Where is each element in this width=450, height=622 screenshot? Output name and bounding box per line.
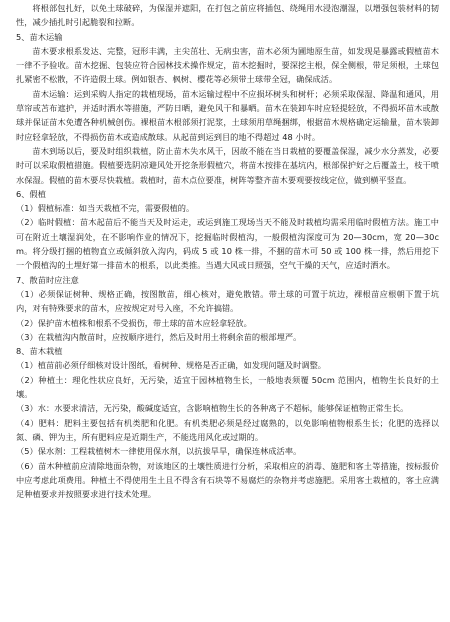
section-heading: 6、假植 (16, 188, 46, 199)
list-item: （3）在栽植沟内散苗时，应按顺序进行，然后及时用土将剩余苗的根部埋严。 (16, 331, 302, 342)
list-item: （4）肥料：肥料主要包括有机类肥和化肥。有机类肥必须是经过腐熟的，以免影响植物根系生长；化肥的选择以氮、磷、钾为主，所有肥料应是近期生产，不能选用风化或过期的。 (16, 417, 439, 442)
section-heading: 7、散苗时应注意 (16, 274, 79, 285)
paragraph: 苗木要求根系发达、完整，冠形丰满，主尖茁壮、无病虫害，苗木必须为圃地原生苗，如发现是暴露或假植苗木一律不予验收。苗木挖掘、包装应符合园林技术操作规定，苗木挖掘时，要深挖主根，保全侧根，带足须根，土球包扎紧密不松散，不许造假土球。例如银杏、枫树、樱花等必须带土球带全冠，确保成活。 (16, 45, 439, 85)
list-item: （3）水：水要求清洁，无污染，酸碱度适宜，含影响植物生长的各种离子不超标，能够保证植物正常生长。 (16, 403, 409, 414)
section-heading: 5、苗木运输 (16, 31, 63, 42)
list-item: （1）必须保证树种、规格正确，按图散苗，细心核对，避免散错。带土球的可置于坑边，裸根苗应根朝下置于坑内，对有特殊要求的苗木，应按规定对号入座，不允许搞错。 (16, 288, 439, 314)
list-item: （2）种植土：理化性状应良好，无污染，适宜于园林植物生长，一般地表须覆 50cm 范围内，植物生长良好的土壤。 (16, 374, 439, 400)
list-item: （1）植苗前必须仔细核对设计图纸，看树种、规格是否正确，如发现问题及时调整。 (16, 360, 327, 371)
list-item: （2）保护苗木植株和根系不受损伤，带土球的苗木应轻拿轻放。 (16, 317, 252, 328)
paragraph: 苗木运输：运到采购人指定的栽植现场，苗木运输过程中不应损坏树头和树杆；必须采取保湿、降温和通风，用草帘或苫布遮护，并适时洒水等措施，严防日晒，避免风干和暴晒。苗木在装卸车时应轻提轻放，不得损坏苗木或散球并保证苗木免遭各种机械创伤。裸根苗木根部须打泥浆，土球须用草绳捆绑，根据苗木规格确定运输量，苗木装卸时应轻拿轻放，不得损伤苗木或造成散球。从起苗到运到目的地不得超过 48 小时。 (16, 88, 439, 142)
list-item: （2）临时假植：苗木起苗后不能当天及时运走，或运到施工现场当天不能及时栽植均需采用临时假植方法。施工中可在附近土壤湿润处，在不影响作业的情况下，挖掘临时假植沟，一般假植沟深度可为 20—30cm，宽 20—30cm。将分级打捆的植物直立或倾斜放入沟内，码成 5 或 10 株一排，不捆的苗木可 50 或 100 株一排，然后用挖下一个假植沟的土埋好第一排苗木的根系，以此类推。当遇大风或日照强，空气干燥的天气，应适时洒水。 (16, 217, 439, 271)
section-heading: 8、苗木栽植 (16, 346, 63, 357)
paragraph: 苗木到场以后，要及时组织栽植，防止苗木失水风干，因故不能在当日栽植的要覆盖保湿，减少水分蒸发，必要时可以采取假植措施。假植要选阴凉避风处开挖条形假植穴，将苗木按排在基坑内，根部保护好之后覆盖土，枝干喷水保湿。假植的苗木要尽快栽植。栽植时，苗木点位要准，树阵等整齐苗木要观要按线定位，做到横平竖直。 (16, 145, 439, 185)
list-item: （5）保水剂：工程栽植树木一律使用保水剂，以抗拔旱旱，确保连林成活率。 (16, 446, 302, 457)
list-item: （1）假植标准：如当天栽植不完，需要假植的。 (16, 203, 195, 214)
paragraph: 将根部包扎好，以免土球破碎，为保湿并遮阳，在打包之前应将插包、绕绳用水浸泡潮湿，以增强包装材料的韧性，减少插扎时引起脆裂和拉断。 (16, 3, 439, 28)
list-item: （6）苗木种植前应清除地面杂物，对该地区的土壤性质进行分析，采取相应的消毒、施肥和客土等措施，按标报价中应考虑此项费用。种植土不得使用生土且不得含有石块等不易腐烂的杂物并考虑施肥。采用客土栽植的，客土应满足种植要求并按照要求进行技术处理。 (16, 460, 439, 500)
